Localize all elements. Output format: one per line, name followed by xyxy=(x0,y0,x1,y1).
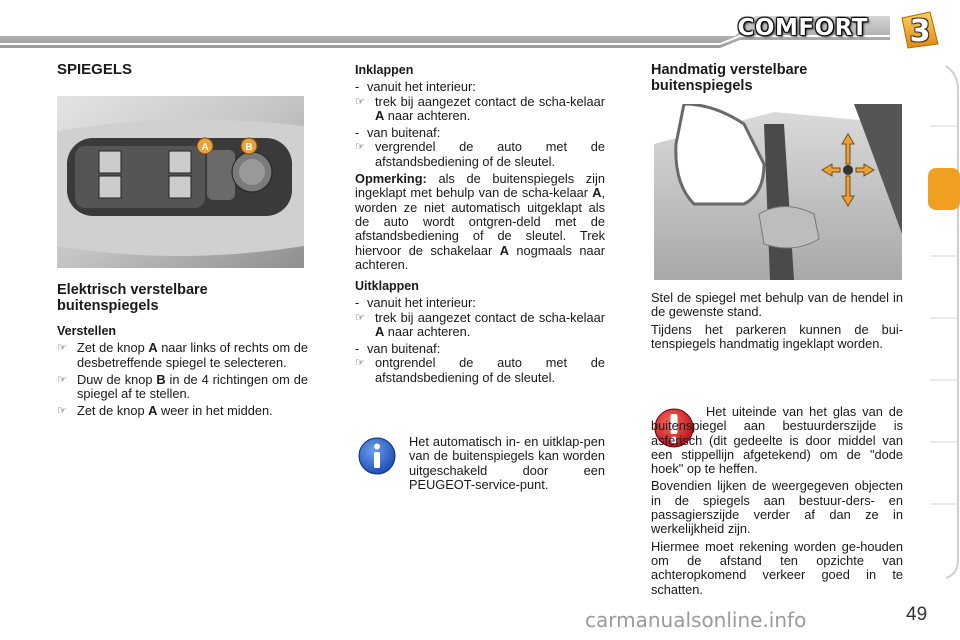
manual-mirror-photo xyxy=(654,104,902,280)
watermark: carmanualsonline.info xyxy=(585,608,807,632)
pointer-icon: ☞ xyxy=(57,405,67,418)
opmerking-paragraph: Opmerking: als de buitenspiegels zijn ingeklapt met behulp van de scha-kelaar A, worden ze niet automatisch uitgeklapt als de auto wordt ontgren-deld met de afstandsbediening of de sleutel. Trek hiervoor de schakelaar A nogmaals naar achteren. xyxy=(355,171,605,272)
section-title-spiegels: SPIEGELS xyxy=(57,61,133,78)
inklappen-title: Inklappen xyxy=(355,63,414,77)
warning-note: Het uiteinde van het glas van de buitenspiegel aan bestuurderszijde is asferisch (dit gedeelte is door middel van een stippellijn afgetekend) om de "dode hoek" op te heffen. Bovendien lijken de weergegeven objecten in de spiegels aan bestuur-ders- en passagierszijde verder af dan ze in werkelijkheid zijn. Hiermee moet rekening worden ge-houden om de afstand ten opzichte van achteropkomend verkeer goed in te schatten. xyxy=(651,404,903,597)
pointer-icon: ☞ xyxy=(355,95,365,108)
section-title-elektrisch: Elektrisch verstelbare buitenspiegels xyxy=(57,282,208,314)
chapter-tabs[interactable] xyxy=(926,60,960,580)
right-intro: Stel de spiegel met behulp van de hendel in de gewenste stand. Tijdens het parkeren kunnen de bui-tenspiegels handmatig ingeklapt worden. xyxy=(651,290,903,351)
label-b: B xyxy=(245,142,253,153)
pointer-icon: ☞ xyxy=(355,357,365,370)
list-item: ☞ Zet de knop A naar links of rechts om de desbetreffende spiegel te selecteren. xyxy=(57,340,309,370)
list-item: ☞ vergrendel de auto met de afstandsbediening of de sleutel. xyxy=(355,139,605,169)
pointer-icon: ☞ xyxy=(355,311,365,324)
list-item: ☞ Duw de knop B in de 4 richtingen om de spiegel af te stellen. xyxy=(57,371,308,402)
inklappen-block xyxy=(355,63,605,275)
verstellen-title: Verstellen xyxy=(57,324,117,338)
chapter-number: 3 xyxy=(909,14,931,49)
page-number: 49 xyxy=(906,604,928,625)
list-item: ☞ trek bij aangezet contact de scha-kelaar A naar achteren. xyxy=(355,309,605,339)
list-item: ☞ Zet de knop A weer in het midden. xyxy=(57,403,273,419)
pointer-icon: ☞ xyxy=(57,342,67,355)
info-note: Het automatisch in- en uitklap-pen van de buitenspiegels kan worden uitgeschakeld door een PEUGEOT-service-punt. xyxy=(409,434,605,492)
window-switch-photo xyxy=(57,96,304,268)
verstellen-block xyxy=(57,324,308,422)
info-icon xyxy=(357,436,397,476)
active-tab xyxy=(928,168,960,210)
section-title-handmatig: Handmatig verstelbare buitenspiegels xyxy=(651,62,808,94)
uitklappen-block xyxy=(355,279,605,388)
dash-item: - van buitenaf: xyxy=(355,125,441,141)
dash-item: - van buitenaf: xyxy=(355,341,441,357)
chapter-title: COMFORT xyxy=(737,15,868,41)
pointer-icon: ☞ xyxy=(57,373,67,386)
dash-item: - vanuit het interieur: xyxy=(355,295,476,311)
label-a: A xyxy=(201,142,209,153)
dash-item: - vanuit het interieur: xyxy=(355,79,476,95)
uitklappen-title: Uitklappen xyxy=(355,279,419,293)
list-item: ☞ ontgrendel de auto met de afstandsbediening of de sleutel. xyxy=(355,355,605,385)
pointer-icon: ☞ xyxy=(355,141,365,154)
list-item: ☞ trek bij aangezet contact de scha-kelaar A naar achteren. xyxy=(355,93,605,123)
